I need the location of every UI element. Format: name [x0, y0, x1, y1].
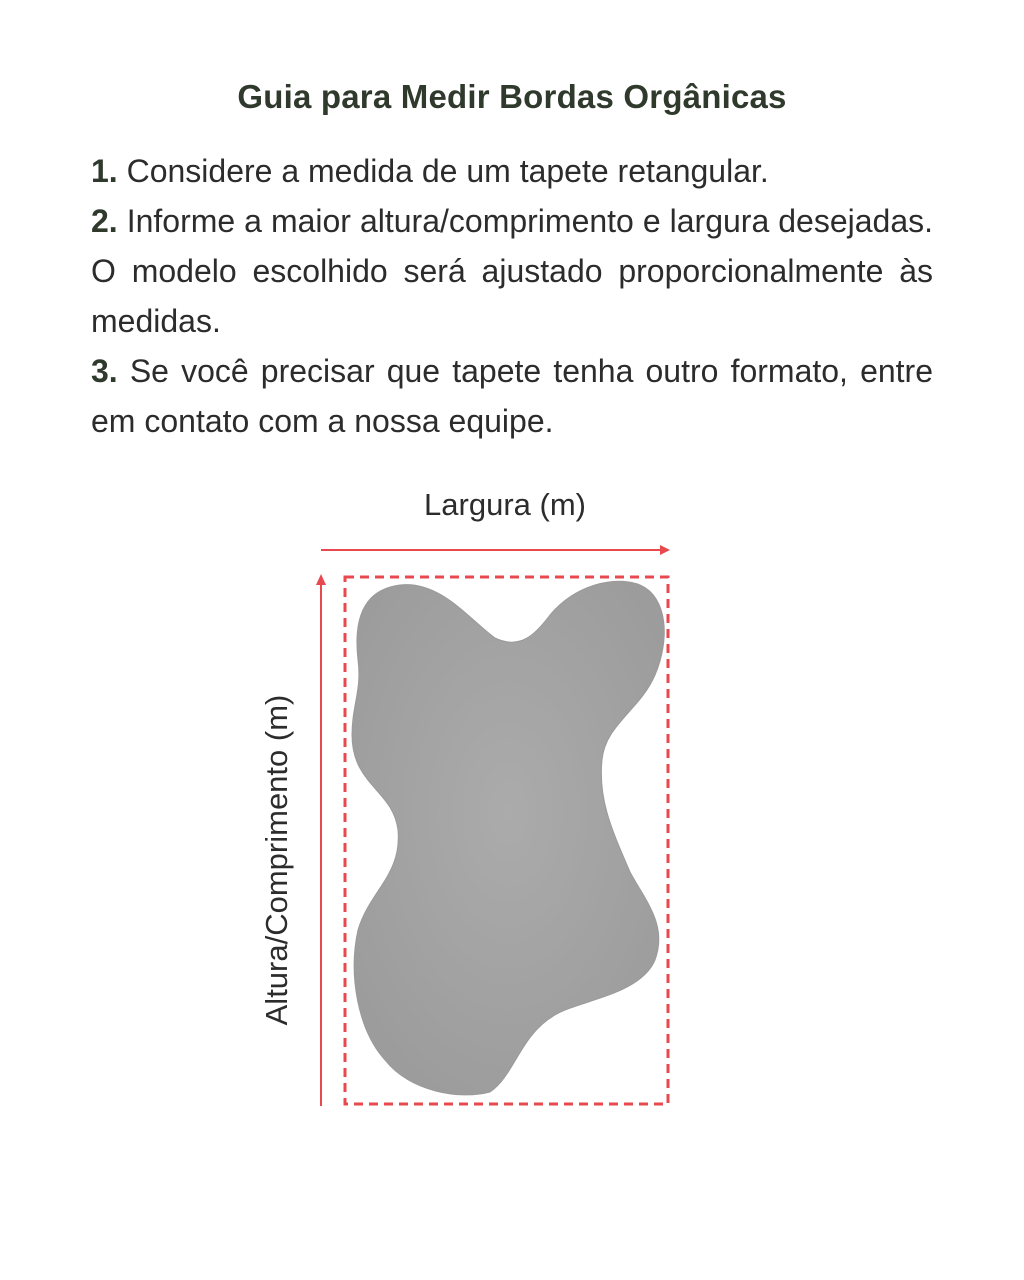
step-text: Informe a maior altura/comprimento e largura desejadas. O modelo escolhido será ajustado proporcionalmente às medidas. [91, 203, 934, 339]
width-label: Largura (m) [424, 487, 586, 522]
step-number: 2. [91, 203, 118, 239]
width-arrow [321, 545, 670, 555]
guide-title: Guia para Medir Bordas Orgânicas [237, 78, 787, 115]
step-number: 1. [91, 153, 118, 189]
height-arrow [316, 574, 326, 1106]
step-text: Se você precisar que tapete tenha outro formato, entre em contato com a nossa equipe. [91, 353, 934, 439]
step-number: 3. [91, 353, 118, 389]
organic-rug-shape [352, 581, 664, 1095]
step-text: Considere a medida de um tapete retangular. [126, 153, 769, 189]
height-label: Altura/Comprimento (m) [259, 694, 294, 1026]
